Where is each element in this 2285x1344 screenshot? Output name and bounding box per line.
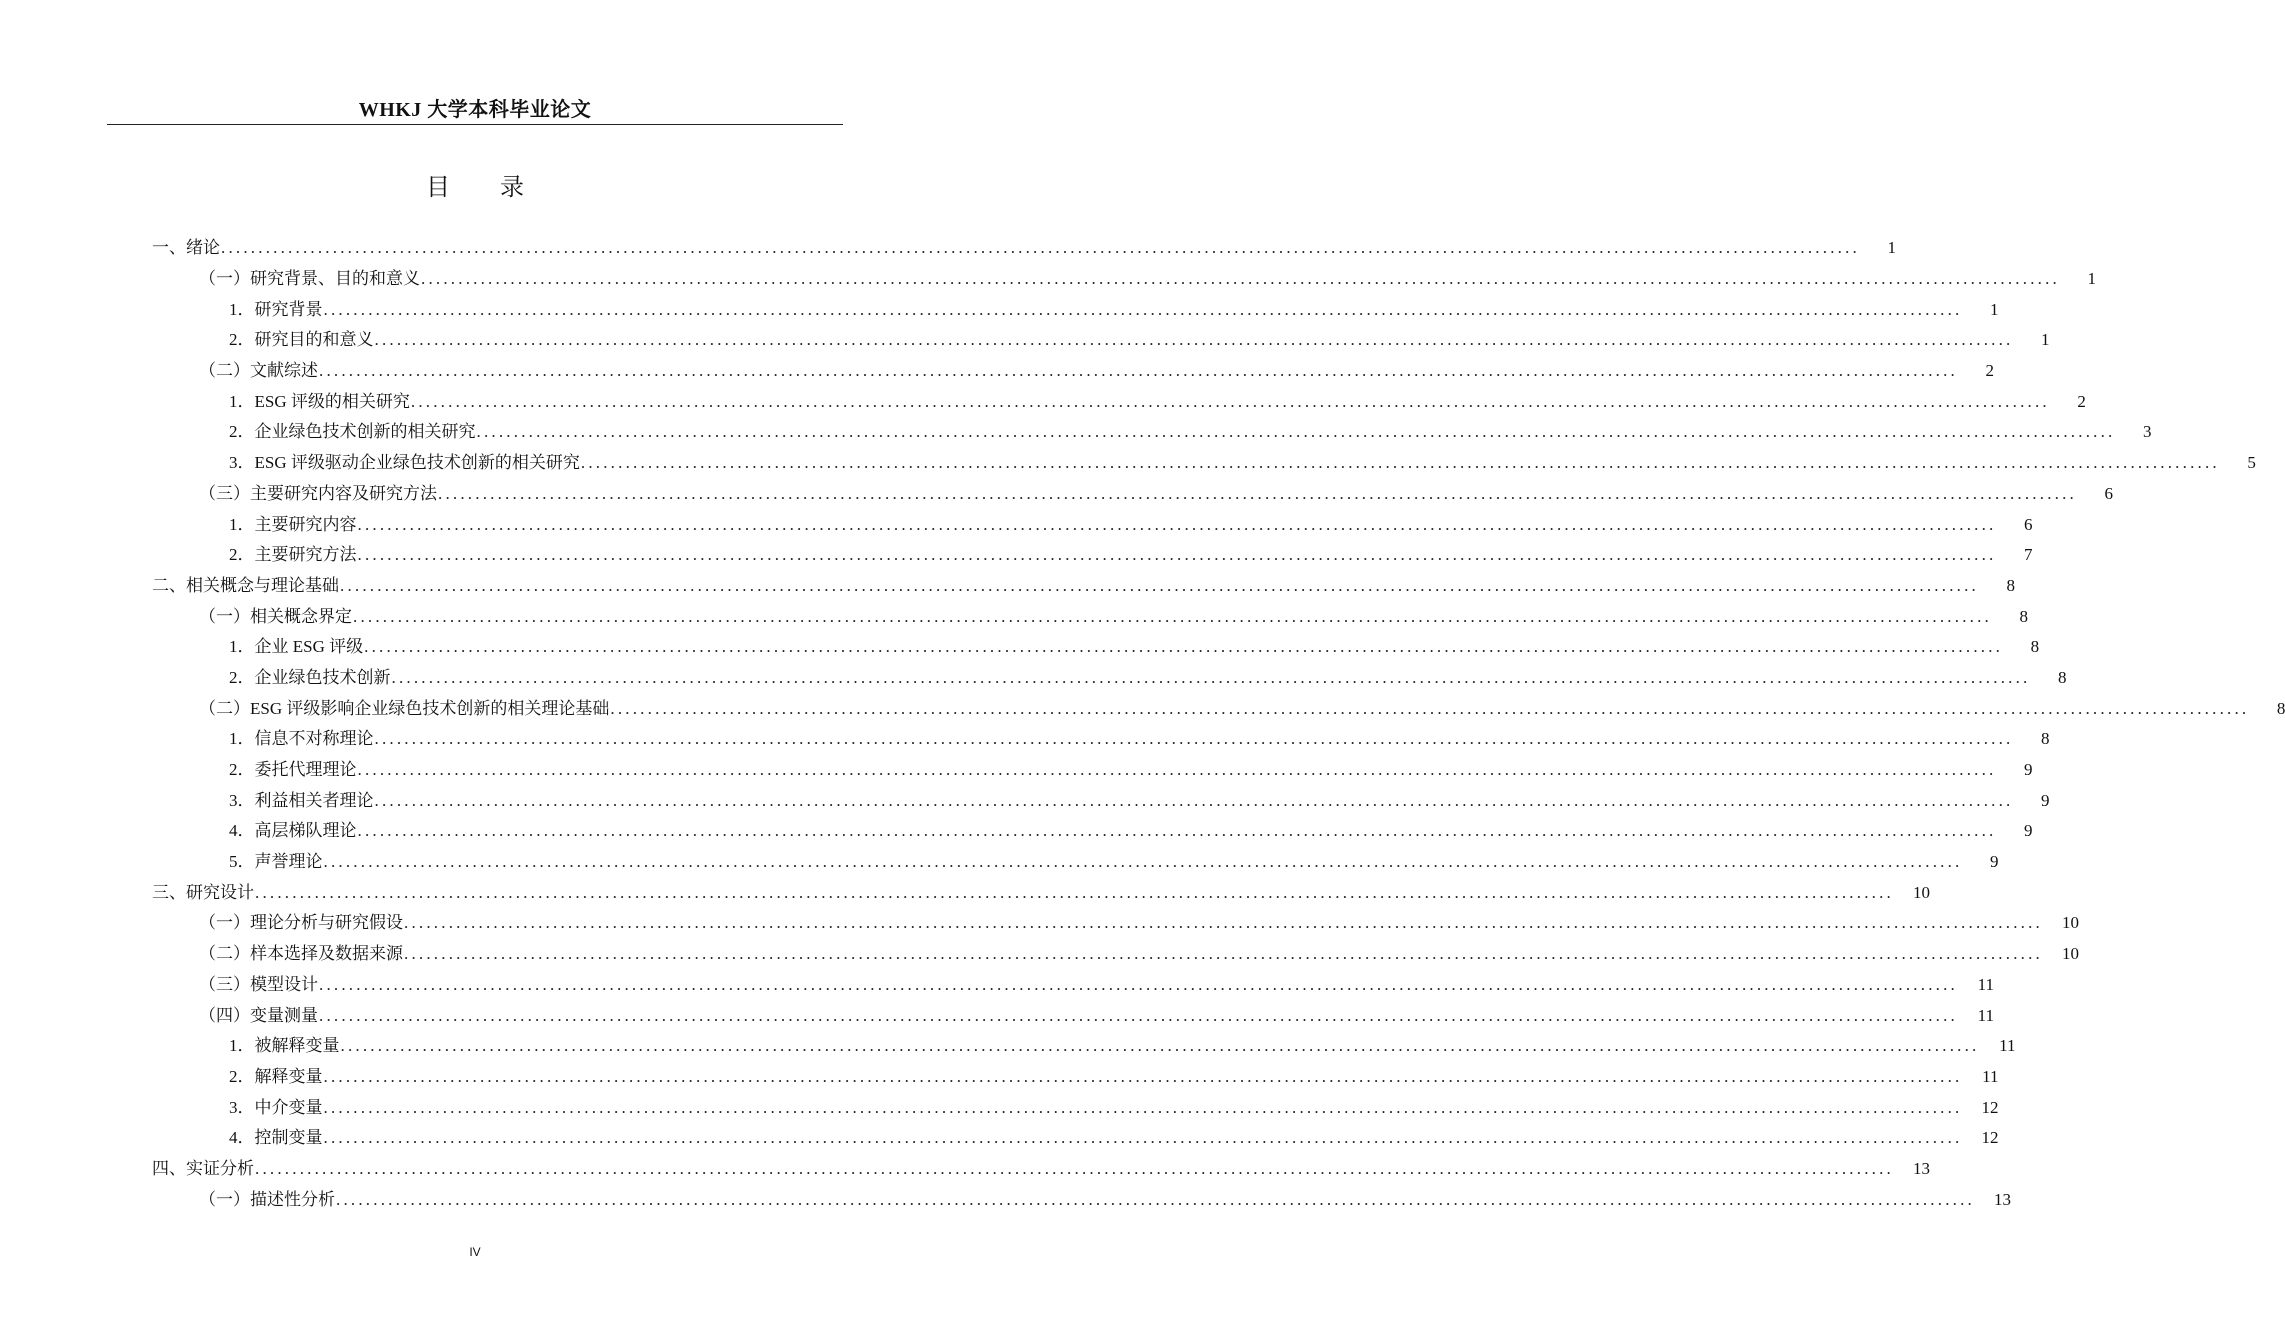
toc-entry-label: （一）理论分析与研究假设 <box>199 913 403 933</box>
toc-entry[interactable] <box>0 448 2256 479</box>
toc-entry-page-number: 9 <box>2041 790 2050 810</box>
dot-leader: ............................................................................................................................................................................................................................ <box>323 1066 1963 1086</box>
dot-leader: ............................................................................................................................................................................................................................ <box>438 483 2077 503</box>
toc-entry-page-number: 10 <box>2062 913 2079 933</box>
dot-leader: ............................................................................................................................................................................................................................ <box>357 760 1997 780</box>
toc-entry-label: 3．中介变量 <box>229 1097 323 1117</box>
toc-entry-page-number: 8 <box>2006 575 2015 595</box>
toc-entry[interactable] <box>0 1062 1999 1093</box>
toc-entry[interactable] <box>0 755 2033 786</box>
toc-entry-label: 4．高层梯队理论 <box>229 821 357 841</box>
toc-entry-label: 2．企业绿色技术创新的相关研究 <box>229 422 476 442</box>
toc-entry[interactable] <box>0 356 1994 387</box>
table-of-contents <box>0 233 2285 1215</box>
toc-entry[interactable] <box>0 540 2033 571</box>
dot-leader: ............................................................................................................................................................................................................................ <box>353 606 1992 626</box>
toc-entry-label: （四）变量测量 <box>199 1005 318 1025</box>
dot-leader: ............................................................................................................................................................................................................................ <box>323 852 1963 872</box>
toc-entry[interactable] <box>0 1092 1999 1123</box>
footer-page-number: IV <box>469 1245 481 1259</box>
toc-entry-label: 2．主要研究方法 <box>229 545 357 565</box>
toc-entry-page-number: 12 <box>1981 1128 1999 1148</box>
toc-entry-page-number: 8 <box>2276 698 2285 718</box>
toc-entry-page-number: 1 <box>1990 299 1999 319</box>
toc-entry-label: 二、相关概念与理论基础 <box>152 575 339 595</box>
dot-leader: ............................................................................................................................................................................................................................ <box>221 238 1860 258</box>
toc-entry-page-number: 8 <box>2058 667 2067 687</box>
toc-entry-label: 5．声誉理论 <box>229 852 323 872</box>
toc-entry[interactable] <box>0 785 2050 816</box>
toc-entry-label: 2．研究目的和意义 <box>229 330 374 350</box>
toc-entry-label: 1．主要研究内容 <box>229 514 357 534</box>
toc-entry-page-number: 5 <box>2247 453 2256 473</box>
toc-entry[interactable] <box>0 970 1994 1001</box>
toc-entry-label: 四、实证分析 <box>152 1158 254 1178</box>
toc-entry[interactable] <box>0 724 2050 755</box>
toc-entry[interactable] <box>0 1154 1930 1185</box>
toc-entry-page-number: 13 <box>1913 1158 1930 1178</box>
toc-entry-page-number: 3 <box>2143 422 2152 442</box>
toc-entry-page-number: 8 <box>2030 637 2040 657</box>
header-rule <box>107 124 843 125</box>
dot-leader: ............................................................................................................................................................................................................................ <box>255 1158 1894 1178</box>
toc-entry-page-number: 11 <box>1982 1066 1999 1086</box>
dot-leader: ............................................................................................................................................................................................................................ <box>357 514 1997 534</box>
dot-leader: ............................................................................................................................................................................................................................ <box>580 453 2220 473</box>
toc-entry[interactable] <box>0 908 2079 939</box>
dot-leader: ............................................................................................................................................................................................................................ <box>323 1097 1963 1117</box>
dot-leader: ............................................................................................................................................................................................................................ <box>374 330 2014 350</box>
dot-leader: ............................................................................................................................................................................................................................ <box>374 729 2014 749</box>
toc-entry[interactable] <box>0 877 1930 908</box>
toc-entry[interactable] <box>0 417 2152 448</box>
toc-entry-page-number: 8 <box>2019 606 2028 626</box>
toc-entry-page-number: 7 <box>2024 545 2033 565</box>
toc-entry-label: 三、研究设计 <box>152 882 254 902</box>
dot-leader: ............................................................................................................................................................................................................................ <box>323 299 1963 319</box>
dot-leader: ............................................................................................................................................................................................................................ <box>476 422 2116 442</box>
toc-entry[interactable] <box>0 632 2040 663</box>
toc-entry-label: 3．ESG 评级驱动企业绿色技术创新的相关研究 <box>229 453 580 473</box>
toc-entry-page-number: 9 <box>2024 760 2033 780</box>
toc-entry[interactable] <box>0 663 2067 694</box>
dot-leader: ............................................................................................................................................................................................................................ <box>255 882 1894 902</box>
running-header: WHKJ 大学本科毕业论文 <box>358 99 592 121</box>
toc-entry-page-number: 11 <box>1999 1036 2016 1056</box>
dot-leader: ............................................................................................................................................................................................................................ <box>357 545 1997 565</box>
toc-entry-label: 1．企业 ESG 评级 <box>229 637 364 657</box>
dot-leader: ............................................................................................................................................................................................................................ <box>336 1189 1975 1209</box>
toc-entry-page-number: 10 <box>2062 944 2079 964</box>
dot-leader: ............................................................................................................................................................................................................................ <box>610 698 2250 718</box>
toc-entry-label: 1．研究背景 <box>229 299 323 319</box>
toc-entry[interactable] <box>0 264 2096 295</box>
toc-entry-label: 2．解释变量 <box>229 1066 323 1086</box>
toc-entry[interactable] <box>0 1123 1999 1154</box>
dot-leader: ............................................................................................................................................................................................................................ <box>357 821 1997 841</box>
toc-entry[interactable] <box>0 479 2113 510</box>
dot-leader: ............................................................................................................................................................................................................................ <box>421 269 2060 289</box>
toc-entry-page-number: 13 <box>1994 1189 2011 1209</box>
toc-entry[interactable] <box>0 847 1999 878</box>
toc-entry-page-number: 8 <box>2041 729 2050 749</box>
toc-entry-page-number: 2 <box>1985 361 1994 381</box>
toc-entry-page-number: 6 <box>2024 514 2033 534</box>
toc-entry-label: （二）文献综述 <box>199 361 318 381</box>
toc-entry-label: （一）相关概念界定 <box>199 606 352 626</box>
toc-entry-label: 2．委托代理理论 <box>229 760 357 780</box>
toc-entry[interactable] <box>0 1031 2016 1062</box>
toc-entry[interactable] <box>0 601 2028 632</box>
toc-entry-label: （二）样本选择及数据来源 <box>199 944 403 964</box>
toc-entry[interactable] <box>0 294 1999 325</box>
toc-entry[interactable] <box>0 693 2285 724</box>
dot-leader: ............................................................................................................................................................................................................................ <box>319 1005 1958 1025</box>
toc-entry-label: 一、绪论 <box>152 238 220 258</box>
toc-entry-label: （三）模型设计 <box>199 974 318 994</box>
toc-entry-page-number: 11 <box>1977 974 1994 994</box>
toc-entry-page-number: 1 <box>2087 269 2096 289</box>
toc-entry-page-number: 1 <box>1887 238 1896 258</box>
toc-entry-page-number: 1 <box>2041 330 2050 350</box>
dot-leader: ............................................................................................................................................................................................................................ <box>410 391 2050 411</box>
toc-entry-page-number: 9 <box>2024 821 2033 841</box>
dot-leader: ............................................................................................................................................................................................................................ <box>374 790 2014 810</box>
dot-leader: ............................................................................................................................................................................................................................ <box>364 637 2004 657</box>
dot-leader: ............................................................................................................................................................................................................................ <box>340 1036 1980 1056</box>
toc-entry[interactable] <box>0 571 2015 602</box>
toc-entry-label: 1．被解释变量 <box>229 1036 340 1056</box>
dot-leader: ............................................................................................................................................................................................................................ <box>404 944 2043 964</box>
toc-entry[interactable] <box>0 1184 2011 1215</box>
toc-entry-page-number: 12 <box>1981 1097 1999 1117</box>
toc-entry[interactable] <box>0 386 2086 417</box>
toc-entry[interactable] <box>0 509 2033 540</box>
toc-entry-label: （二）ESG 评级影响企业绿色技术创新的相关理论基础 <box>199 698 610 718</box>
toc-entry-label: 1．信息不对称理论 <box>229 729 374 749</box>
toc-entry-label: 1．ESG 评级的相关研究 <box>229 391 410 411</box>
dot-leader: ............................................................................................................................................................................................................................ <box>391 667 2031 687</box>
toc-entry-label: （一）描述性分析 <box>199 1189 335 1209</box>
toc-entry[interactable] <box>0 233 1896 264</box>
toc-entry-page-number: 11 <box>1977 1005 1994 1025</box>
toc-entry[interactable] <box>0 939 2079 970</box>
toc-entry-label: （三）主要研究内容及研究方法 <box>199 483 437 503</box>
dot-leader: ............................................................................................................................................................................................................................ <box>323 1128 1963 1148</box>
toc-entry-label: 3．利益相关者理论 <box>229 790 374 810</box>
toc-entry[interactable] <box>0 1000 1994 1031</box>
toc-entry-label: （一）研究背景、目的和意义 <box>199 269 420 289</box>
toc-entry-page-number: 10 <box>1913 882 1930 902</box>
dot-leader: ............................................................................................................................................................................................................................ <box>319 974 1958 994</box>
toc-entry-label: 2．企业绿色技术创新 <box>229 667 391 687</box>
toc-title: 目 录 <box>426 175 546 201</box>
dot-leader: ............................................................................................................................................................................................................................ <box>319 361 1958 381</box>
toc-entry-page-number: 9 <box>1990 852 1999 872</box>
toc-entry-page-number: 6 <box>2104 483 2113 503</box>
toc-entry[interactable] <box>0 816 2033 847</box>
toc-entry-label: 4．控制变量 <box>229 1128 323 1148</box>
dot-leader: ............................................................................................................................................................................................................................ <box>340 575 1979 595</box>
toc-entry[interactable] <box>0 325 2050 356</box>
dot-leader: ............................................................................................................................................................................................................................ <box>404 913 2043 933</box>
toc-entry-page-number: 2 <box>2077 391 2086 411</box>
